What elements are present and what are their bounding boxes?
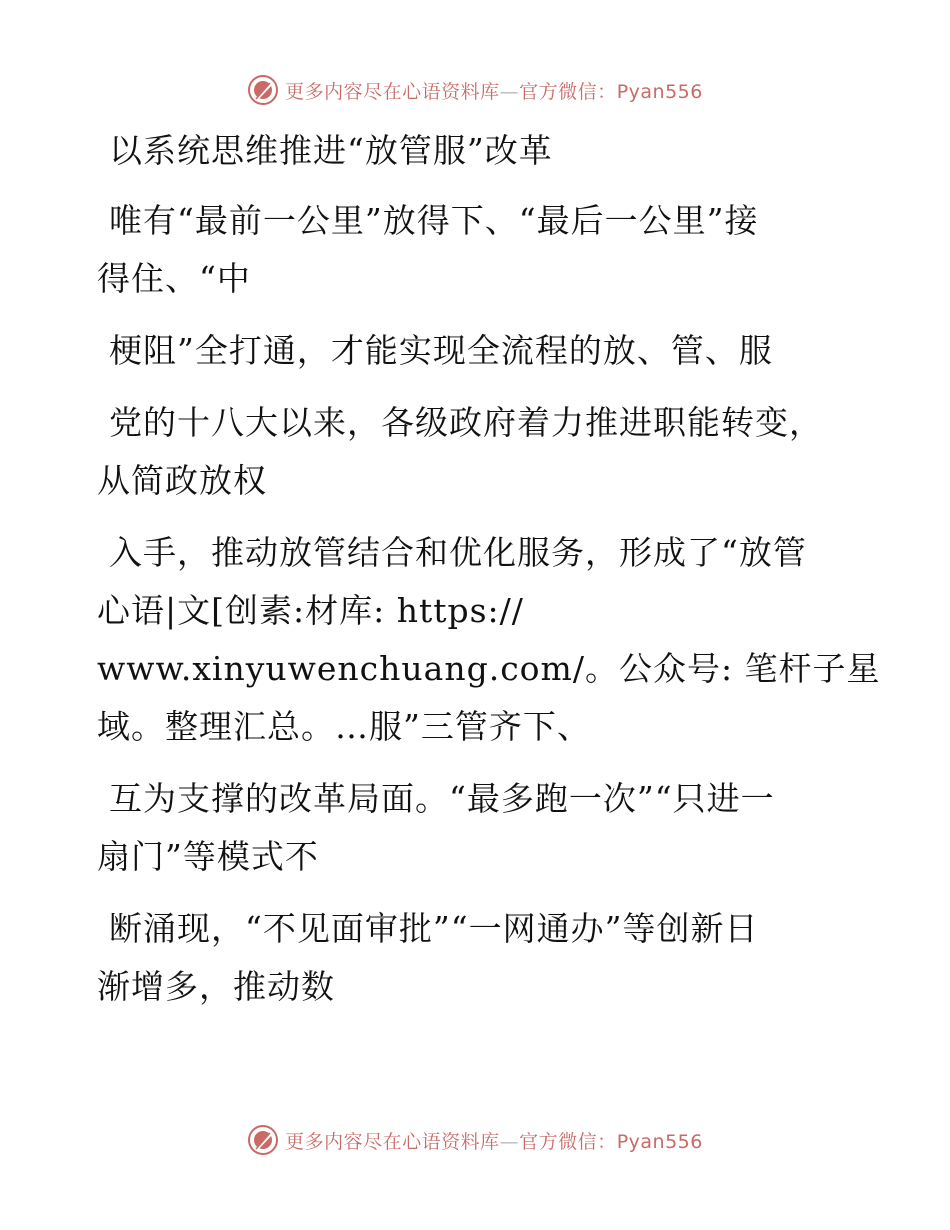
footer-banner-wechat-id: Pyan556 bbox=[616, 1130, 703, 1153]
paragraph-line: 梗阻”全打通，才能实现全流程的放、管、服 bbox=[109, 331, 773, 370]
header-banner-wechat-label: 官方微信： bbox=[519, 80, 617, 103]
header-banner bbox=[0, 70, 950, 110]
footer-banner-wechat-label: 官方微信： bbox=[519, 1130, 617, 1153]
footer-banner-dash: — bbox=[499, 1130, 520, 1153]
paragraph-line: 入手，推动放管结合和优化服务，形成了“放管 bbox=[109, 533, 807, 572]
paragraph-line: 党的十八大以来，各级政府着力推进职能转变， bbox=[109, 403, 823, 442]
header-banner-wechat-id: Pyan556 bbox=[616, 80, 703, 103]
paragraph-line: www.xinyuwenchuang.com/。公众号: 笔杆子星 bbox=[97, 649, 881, 688]
footer-banner-main: 更多内容尽在心语资料库 bbox=[285, 1130, 500, 1153]
document-title: 以系统思维推进“放管服”改革 bbox=[109, 131, 553, 170]
paragraph-line: 从简政放权 bbox=[97, 461, 267, 500]
header-banner-dash: — bbox=[499, 80, 520, 103]
header-banner-main: 更多内容尽在心语资料库 bbox=[285, 80, 500, 103]
pen-logo-icon bbox=[247, 1124, 279, 1156]
paragraph-line: 互为支撑的改革局面。“最多跑一次”“只进一 bbox=[109, 779, 775, 818]
footer-banner bbox=[0, 1120, 950, 1160]
paragraph-line: 得住、“中 bbox=[97, 259, 251, 298]
paragraph-line: 域。整理汇总。…服”三管齐下、 bbox=[97, 707, 591, 746]
paragraph-line: 心语|文[创素:材库: https:// bbox=[97, 591, 524, 630]
paragraph-line: 唯有“最前一公里”放得下、“最后一公里”接 bbox=[109, 201, 759, 240]
document-body bbox=[97, 122, 881, 1016]
paragraph-line: 扇门”等模式不 bbox=[97, 837, 319, 876]
paragraph-line: 渐增多，推动数 bbox=[97, 967, 335, 1006]
paragraph-line: 断涌现，“不见面审批”“一网通办”等创新日 bbox=[109, 909, 759, 948]
pen-logo-icon bbox=[247, 74, 279, 106]
footer-banner-text bbox=[285, 1127, 703, 1154]
header-banner-text bbox=[285, 77, 703, 104]
